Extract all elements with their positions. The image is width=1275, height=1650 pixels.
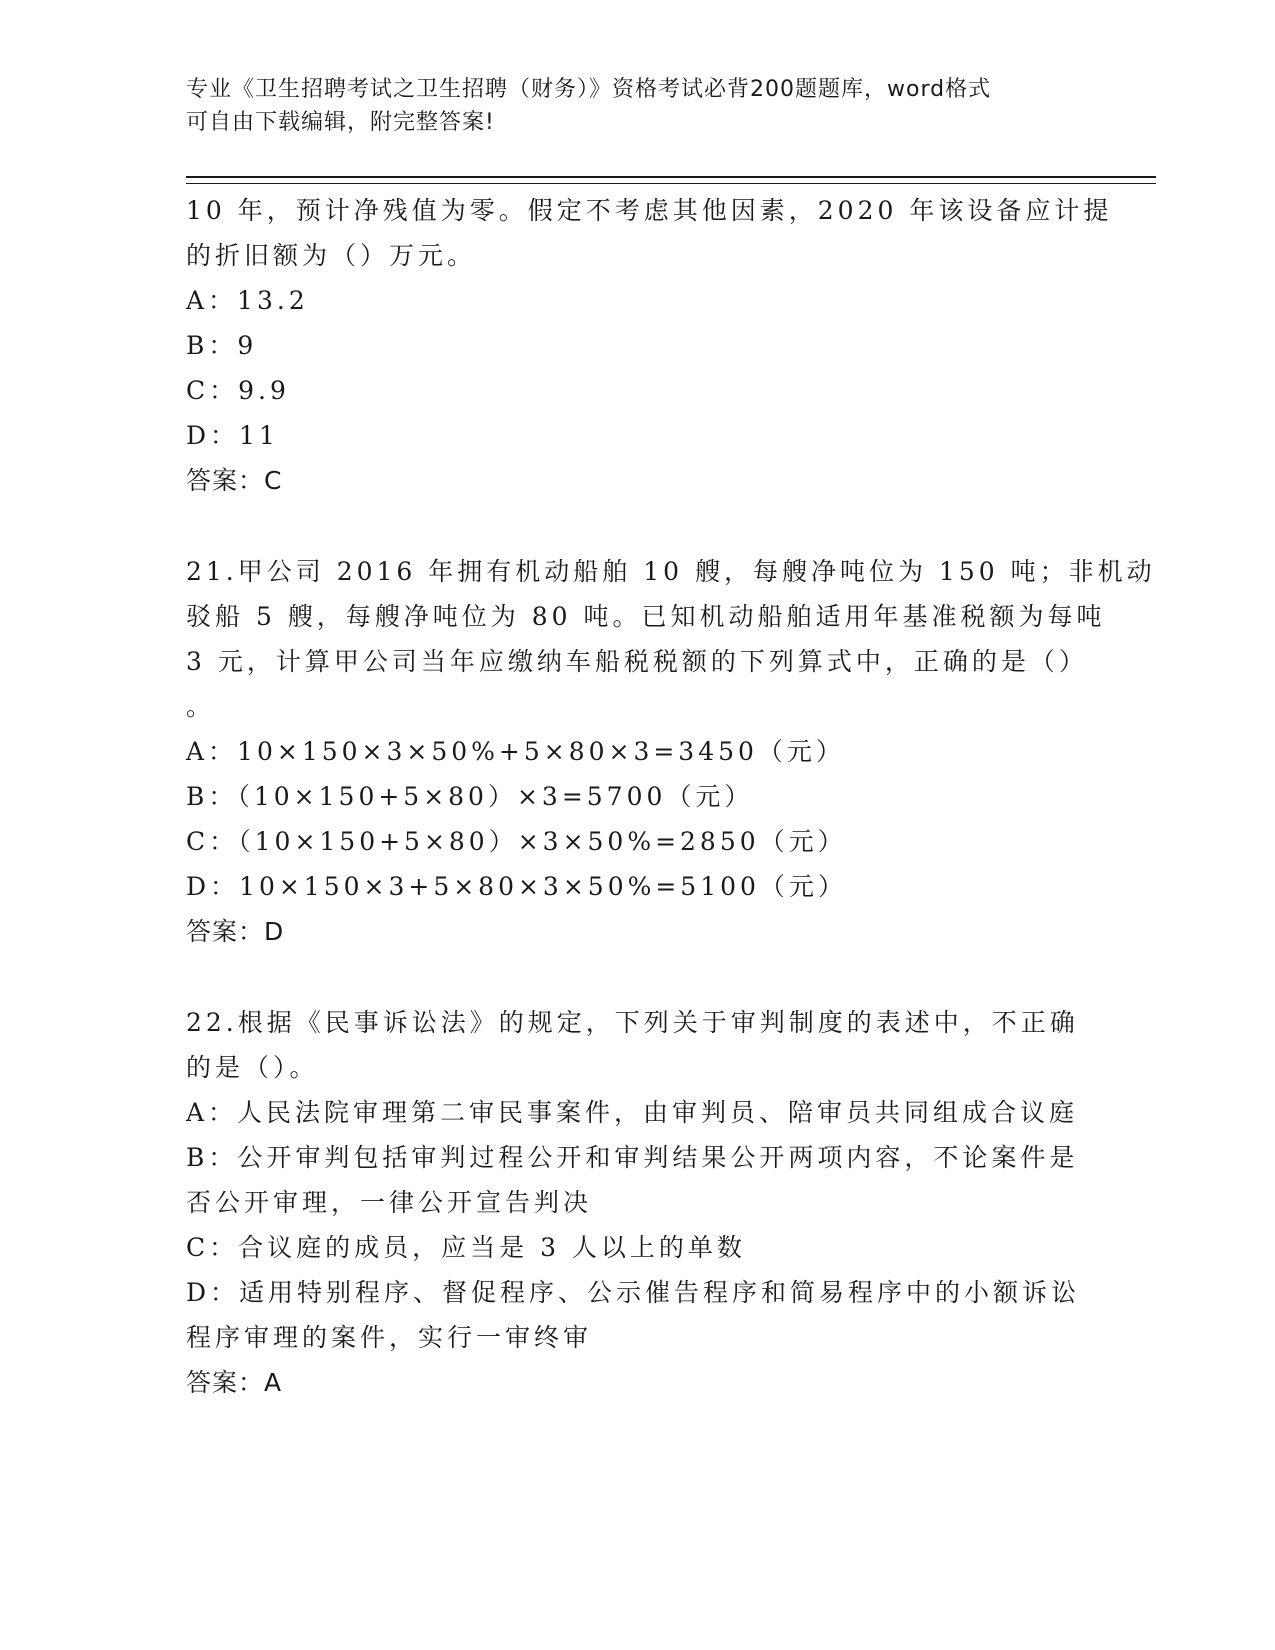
option-c: C：9.9 — [186, 376, 290, 405]
header-line-1: 专业《卫生招聘考试之卫生招聘（财务）》资格考试必背200题题库，word格式 — [186, 77, 992, 102]
option-a: A：人民法院审理第二审民事案件，由审判员、陪审员共同组成合议庭 — [186, 1098, 1079, 1127]
answer: 答案：C — [186, 466, 283, 495]
question-stem-line: 。 — [186, 692, 216, 721]
option-b: B：9 — [186, 331, 258, 360]
question-22 — [186, 1000, 1081, 1405]
header-line-2: 可自由下载编辑，附完整答案! — [186, 110, 495, 135]
option-d-continued: 程序审理的案件，实行一审终审 — [186, 1323, 593, 1352]
option-b: B：（10×150+5×80）×3=5700（元） — [186, 782, 754, 811]
option-b: B：公开审判包括审判过程公开和审判结果公开两项内容，不论案件是 — [186, 1143, 1079, 1172]
answer: 答案：D — [186, 917, 285, 946]
question-20 — [186, 188, 1113, 503]
question-stem-line: 21.甲公司 2016 年拥有机动船舶 10 艘，每艘净吨位为 150 吨；非机动 — [186, 557, 1156, 586]
question-stem-line: 3 元，计算甲公司当年应缴纳车船税税额的下列算式中，正确的是（） — [186, 647, 1088, 676]
option-a: A：13.2 — [186, 286, 309, 315]
option-c: C：合议庭的成员，应当是 3 人以上的单数 — [186, 1233, 746, 1262]
question-stem-line: 22.根据《民事诉讼法》的规定，下列关于审判制度的表述中，不正确 — [186, 1008, 1079, 1037]
question-21 — [186, 549, 1156, 954]
header-divider — [186, 176, 1156, 184]
question-list — [186, 188, 1156, 1405]
question-stem-line: 的是（）。 — [186, 1053, 319, 1082]
question-stem-line: 驳船 5 艘，每艘净吨位为 80 吨。已知机动船舶适用年基准税额为每吨 — [186, 602, 1106, 631]
question-stem-line: 10 年，预计净残值为零。假定不考虑其他因素，2020 年该设备应计提 — [186, 196, 1113, 225]
question-spacer — [186, 954, 1076, 1000]
option-c: C：（10×150+5×80）×3×50%=2850（元） — [186, 827, 847, 856]
answer: 答案：A — [186, 1368, 283, 1397]
option-d: D：10×150×3+5×80×3×50%=5100（元） — [186, 872, 847, 901]
option-b-continued: 否公开审理，一律公开宣告判决 — [186, 1188, 593, 1217]
question-spacer — [186, 503, 1076, 549]
option-d: D：11 — [186, 421, 279, 450]
option-a: A：10×150×3×50%+5×80×3=3450（元） — [186, 737, 845, 766]
question-stem-line: 的折旧额为（）万元。 — [186, 241, 477, 270]
option-d: D：适用特别程序、督促程序、公示催告程序和简易程序中的小额诉讼 — [186, 1278, 1081, 1307]
document-header — [186, 73, 1066, 139]
